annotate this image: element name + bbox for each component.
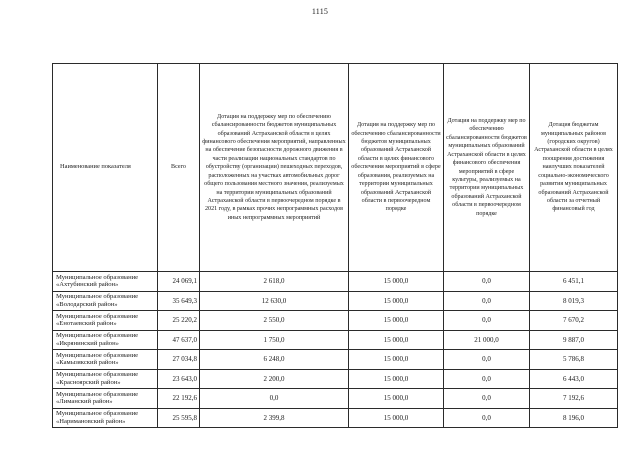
row-total: 47 637,0 xyxy=(158,330,200,350)
row-total: 23 643,0 xyxy=(158,369,200,389)
row-name: Муниципальное образование «Красноярский район» xyxy=(53,369,158,389)
row-road-safety: 6 248,0 xyxy=(200,350,349,370)
column-header-road-safety: Дотация на поддержку мер по обеспечению сбалансированности бюджетов муниципальных образований Астраханской области в целях финансового обеспечения мероприятий, направленных на обеспечение безопасности дорожного движения в части реализации национальных стандартов по обустройству (организации) пешеходных переходов, расположенных на участках автомобильных дорог общего пользования местного значения, реализуемых на территории муниципальных образований Астраханской области в первоочередном порядке в 2021 году, в рамках прочих непрограммных расходов иных непрограммных мероприятий xyxy=(200,64,349,272)
table-row xyxy=(53,272,618,292)
row-culture: 21 000,0 xyxy=(444,330,530,350)
row-name: Муниципальное образование «Лиманский район» xyxy=(53,389,158,409)
column-header-education: Дотация на поддержку мер по обеспечению сбалансированности бюджетов муниципальных образований Астраханской области в целях финансового обеспечения мероприятий в сфере образования, реализуемых на территории муниципальных образований Астраханской области в первоочередном порядке xyxy=(349,64,444,272)
row-education: 15 000,0 xyxy=(349,291,444,311)
table-row xyxy=(53,369,618,389)
row-culture: 0,0 xyxy=(444,350,530,370)
row-education: 15 000,0 xyxy=(349,311,444,331)
row-incentive: 7 670,2 xyxy=(530,311,618,331)
row-education: 15 000,0 xyxy=(349,389,444,409)
column-header-incentive: Дотация бюджетам муниципальных районов (городских округов) Астраханской области в целях поощрения достижения наилучших показателей социально-экономического развития муниципальных образований Астраханской области за отчетный финансовый год xyxy=(530,64,618,272)
row-road-safety: 2 200,0 xyxy=(200,369,349,389)
row-incentive: 9 887,0 xyxy=(530,330,618,350)
row-name: Муниципальное образование «Енотаевский район» xyxy=(53,311,158,331)
table-row xyxy=(53,408,618,428)
row-name: Муниципальное образование «Камызякский район» xyxy=(53,350,158,370)
table-row xyxy=(53,291,618,311)
row-total: 24 069,1 xyxy=(158,272,200,292)
row-education: 15 000,0 xyxy=(349,272,444,292)
page-number: 1115 xyxy=(311,7,329,16)
column-header-name: Наименование показателя xyxy=(53,64,158,272)
row-road-safety: 1 750,0 xyxy=(200,330,349,350)
row-name: Муниципальное образование «Володарский район» xyxy=(53,291,158,311)
row-total: 22 192,6 xyxy=(158,389,200,409)
table-header-row xyxy=(53,64,618,272)
row-total: 25 595,8 xyxy=(158,408,200,428)
row-road-safety: 2 618,0 xyxy=(200,272,349,292)
row-incentive: 6 451,1 xyxy=(530,272,618,292)
row-total: 25 220,2 xyxy=(158,311,200,331)
table-row xyxy=(53,389,618,409)
row-culture: 0,0 xyxy=(444,272,530,292)
row-culture: 0,0 xyxy=(444,408,530,428)
table-row xyxy=(53,311,618,331)
row-road-safety: 0,0 xyxy=(200,389,349,409)
row-education: 15 000,0 xyxy=(349,330,444,350)
row-road-safety: 2 399,8 xyxy=(200,408,349,428)
row-total: 35 649,3 xyxy=(158,291,200,311)
row-culture: 0,0 xyxy=(444,311,530,331)
table-row xyxy=(53,350,618,370)
row-culture: 0,0 xyxy=(444,291,530,311)
row-education: 15 000,0 xyxy=(349,408,444,428)
row-name: Муниципальное образование «Ахтубинский район» xyxy=(53,272,158,292)
row-incentive: 7 192,6 xyxy=(530,389,618,409)
row-name: Муниципальное образование «Икрянинский район» xyxy=(53,330,158,350)
row-education: 15 000,0 xyxy=(349,350,444,370)
row-incentive: 5 786,8 xyxy=(530,350,618,370)
row-culture: 0,0 xyxy=(444,369,530,389)
row-education: 15 000,0 xyxy=(349,369,444,389)
row-road-safety: 12 630,0 xyxy=(200,291,349,311)
subsidy-table xyxy=(52,63,618,428)
table-row xyxy=(53,330,618,350)
row-incentive: 8 019,3 xyxy=(530,291,618,311)
row-total: 27 034,8 xyxy=(158,350,200,370)
column-header-total: Всего xyxy=(158,64,200,272)
row-incentive: 8 196,0 xyxy=(530,408,618,428)
row-road-safety: 2 550,0 xyxy=(200,311,349,331)
row-incentive: 6 443,0 xyxy=(530,369,618,389)
row-culture: 0,0 xyxy=(444,389,530,409)
row-name: Муниципальное образование «Наримановский район» xyxy=(53,408,158,428)
column-header-culture: Дотация на поддержку мер по обеспечению сбалансированности бюджетов муниципальных образований Астраханской области в целях финансового обеспечения мероприятий в сфере культуры, реализуемых на территории муниципальных образований Астраханской области в первоочередном порядке xyxy=(444,64,530,272)
